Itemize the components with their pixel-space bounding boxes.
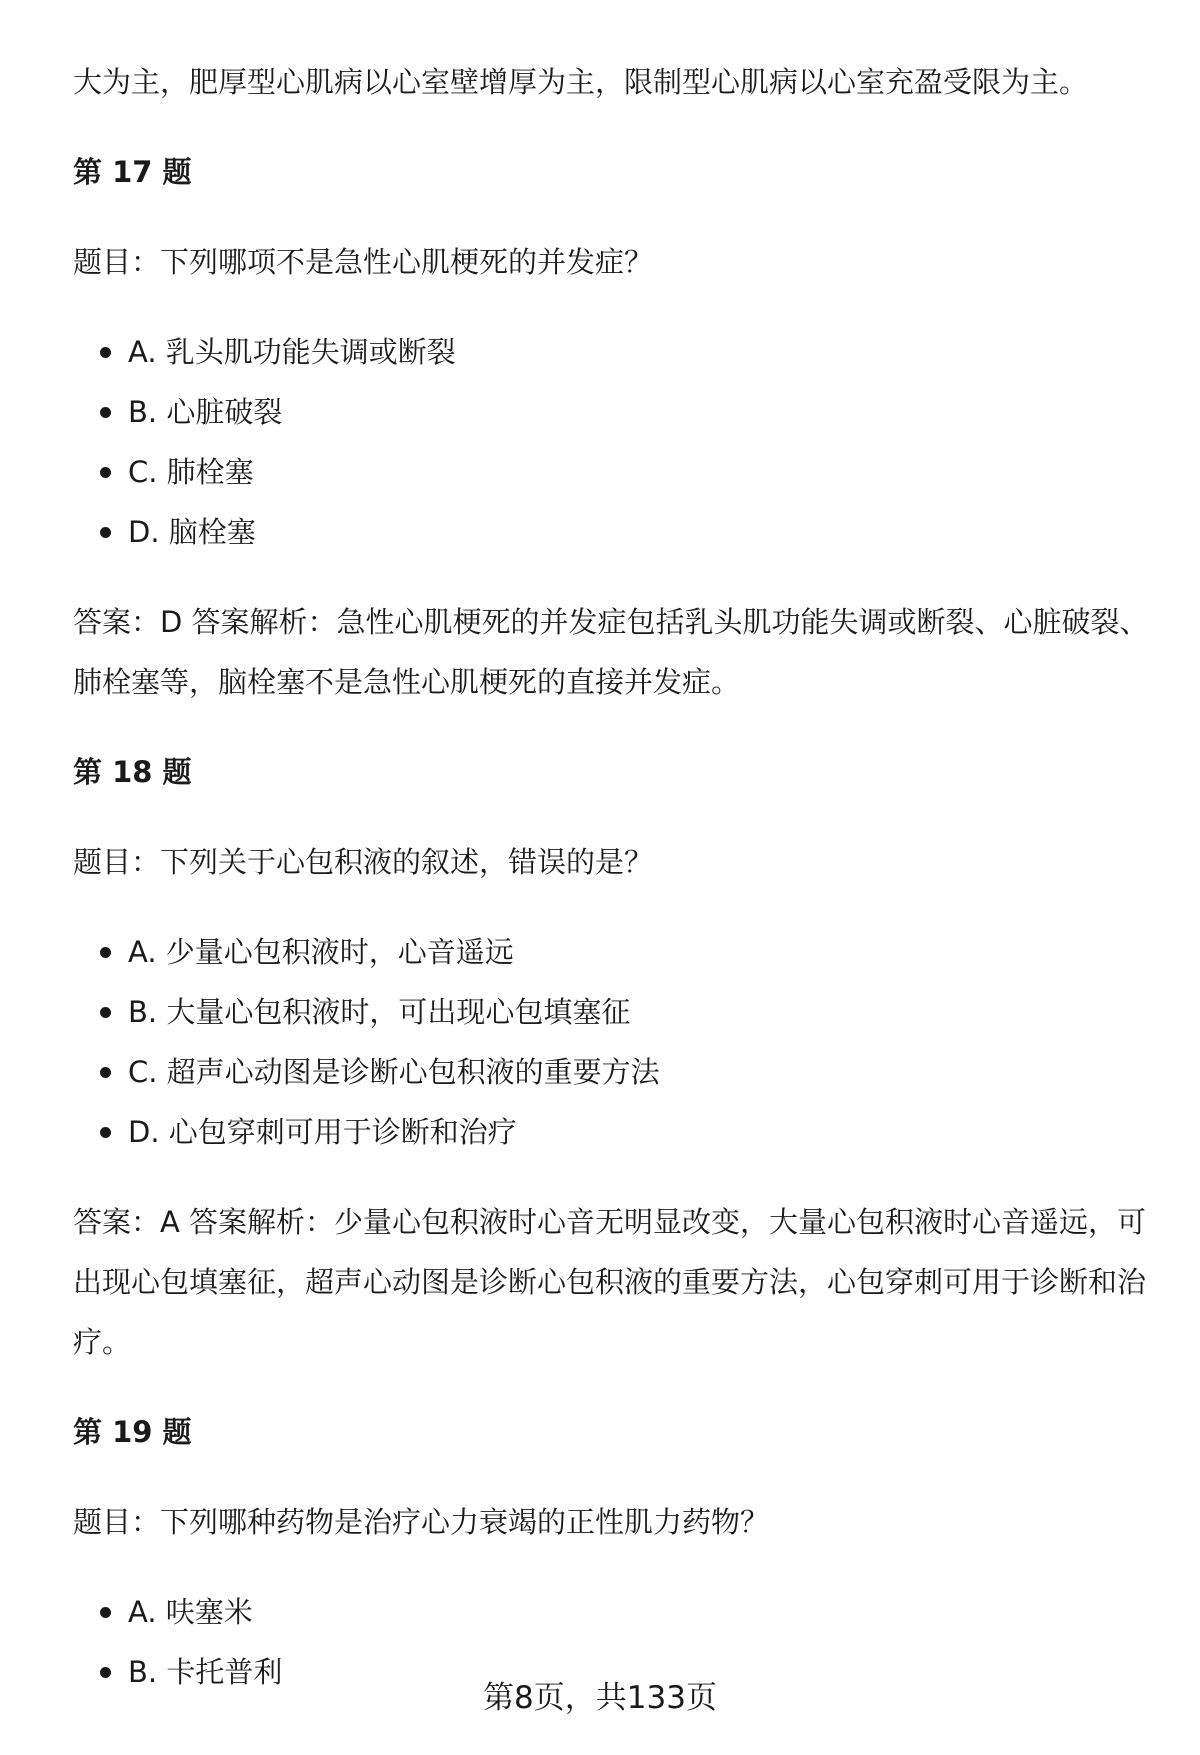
- option-item: [73, 922, 1153, 982]
- option-label: B. 心脏破裂: [128, 395, 283, 429]
- option-label: A. 少量心包积液时，心音遥远: [128, 935, 514, 969]
- option-label: B. 卡托普利: [128, 1655, 283, 1689]
- bullet-icon: [100, 347, 111, 358]
- bullet-icon: [100, 1127, 111, 1138]
- option-item: [73, 322, 1153, 382]
- bullet-icon: [100, 947, 111, 958]
- option-label: D. 心包穿刺可用于诊断和治疗: [128, 1115, 517, 1149]
- option-item: [73, 982, 1153, 1042]
- option-item: [73, 442, 1153, 502]
- bullet-icon: [100, 1007, 111, 1018]
- question-heading: 第 19 题: [73, 1415, 192, 1449]
- option-list: [73, 322, 1153, 562]
- question-block-19: [73, 1402, 1153, 1702]
- bullet-icon: [100, 407, 111, 418]
- option-label: B. 大量心包积液时，可出现心包填塞征: [128, 995, 631, 1029]
- option-list: [73, 922, 1153, 1162]
- question-block-17: [73, 142, 1153, 712]
- document-page: [73, 52, 1153, 1732]
- option-label: A. 乳头肌功能失调或断裂: [128, 335, 456, 369]
- bullet-icon: [100, 1607, 111, 1618]
- question-text: 题目：下列哪种药物是治疗心力衰竭的正性肌力药物？: [73, 1505, 770, 1539]
- option-label: C. 超声心动图是诊断心包积液的重要方法: [128, 1055, 660, 1089]
- option-item: [73, 1582, 1153, 1642]
- option-label: C. 肺栓塞: [128, 455, 254, 489]
- bullet-icon: [100, 1067, 111, 1078]
- intro-paragraph: 大为主，肥厚型心肌病以心室壁增厚为主，限制型心肌病以心室充盈受限为主。: [73, 65, 1089, 99]
- question-heading: 第 17 题: [73, 155, 192, 189]
- option-item: [73, 382, 1153, 442]
- question-text: 题目：下列哪项不是急性心肌梗死的并发症？: [73, 245, 654, 279]
- option-item: [73, 1042, 1153, 1102]
- question-text: 题目：下列关于心包积液的叙述，错误的是？: [73, 845, 654, 879]
- bullet-icon: [100, 527, 111, 538]
- bullet-icon: [100, 467, 111, 478]
- answer-explanation: 答案：A 答案解析：少量心包积液时心音无明显改变，大量心包积液时心音遥远，可出现心包填塞征，超声心动图是诊断心包积液的重要方法，心包穿刺可用于诊断和治疗。: [73, 1205, 1147, 1359]
- question-block-18: [73, 742, 1153, 1372]
- option-item: [73, 502, 1153, 562]
- option-item: [73, 1102, 1153, 1162]
- page-number-footer: 第8页，共133页: [483, 1680, 717, 1716]
- option-label: A. 呋塞米: [128, 1595, 253, 1629]
- question-heading: 第 18 题: [73, 755, 192, 789]
- option-label: D. 脑栓塞: [128, 515, 256, 549]
- answer-explanation: 答案：D 答案解析：急性心肌梗死的并发症包括乳头肌功能失调或断裂、心脏破裂、肺栓塞等，脑栓塞不是急性心肌梗死的直接并发症。: [73, 605, 1149, 699]
